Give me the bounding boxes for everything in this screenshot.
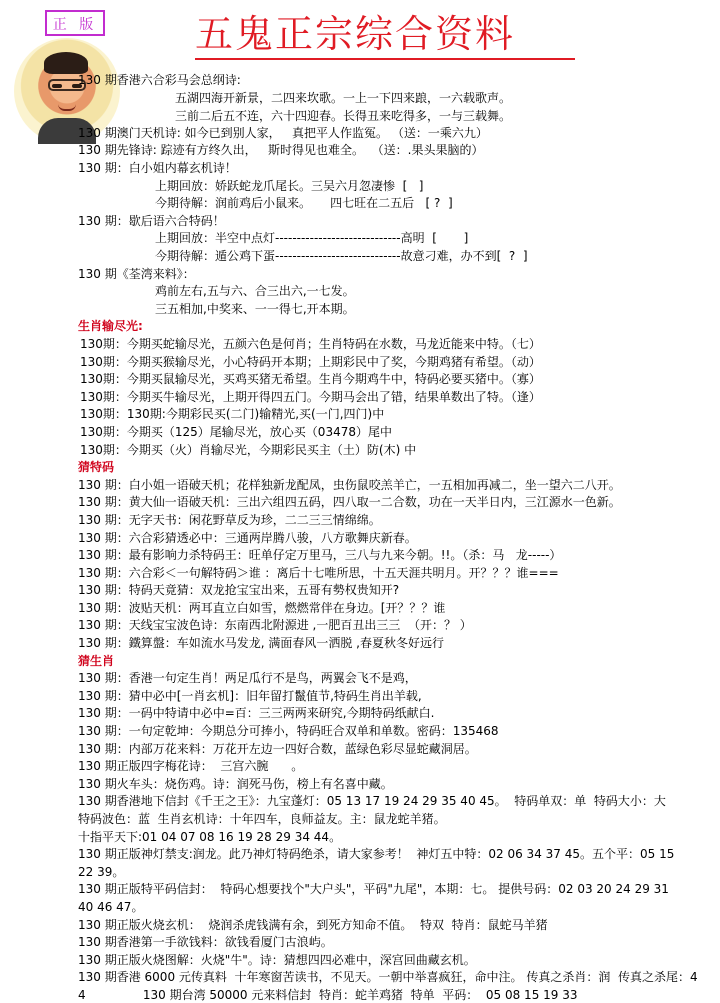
- text-line: 130 期香港 6000 元传真料 十年寒窗苦读书，不见天。一朝中举喜疯狂，命中注。 传真之杀肖：润 传真之杀尾：4: [78, 970, 698, 984]
- text-line: 130期：今期买牛输尽光，上期开得四五门。今期马会出了错，结果单数出了特。（逢）: [80, 390, 541, 404]
- text-line: 130 期火车头：烧伤鸡。诗：润死马伤，榜上有名喜中藏。: [78, 777, 393, 791]
- text-line: 130 期：特码天竟猜：双龙抢宝宝出来，五哥有勢权贵知开?: [78, 583, 400, 597]
- text-line: 130 期香港六合彩马会总纲诗:: [78, 73, 241, 87]
- text-line: 130 期：一句定乾坤：今期总分可捧小，特码旺合双单和单数。密码：135468: [78, 724, 499, 738]
- text-line: 40 46 47。: [78, 900, 144, 914]
- text-line: 130期：130期:今期彩民买(二门)输精光,买(一门,四门)中: [80, 407, 385, 421]
- text-line: 十指平天下:01 04 07 08 16 19 28 29 34 44。: [78, 830, 342, 844]
- text-line: 130 期：鐵算盤：车如流水马发龙, 满面春风一洒脱 ,春夏秋冬好远行: [78, 636, 444, 650]
- text-line: 130 期：白小姐内幕玄机诗！: [78, 161, 237, 175]
- text-line: 130 期香港第一手欲钱料：欲钱看厦门古浪屿。: [78, 935, 333, 949]
- text-line: 130 期：天线宝宝波色诗：东南西北附源进 ,一肥百丑出三三 （开：？ ）: [78, 618, 472, 632]
- text-line: 130 期：猜中必中[一肖玄机]：旧年留打鬣值节,特码生肖出羊载,: [78, 689, 422, 703]
- text-line: 上期回放：半空中点灯-----------------------------高明 [ ]: [155, 231, 469, 245]
- genuine-badge: 正 版: [45, 10, 105, 36]
- text-line: 鸡前左右,五与六、合三出六,一七发。: [155, 284, 355, 298]
- page-title: 五鬼正宗综合资料: [195, 10, 575, 60]
- text-line: 130期：今期买（火）肖输尽光，今期彩民买主（土）防(木) 中: [80, 443, 417, 457]
- text-line: 4 130 期台湾 50000 元来料信封 特肖：蛇羊鸡猪 特单 平码： 05 08 15 19 33: [78, 988, 578, 1002]
- text-line: 130期：今期买鼠输尽光，买鸡买猪无希望。生肖今期鸡牛中，特码必要买猪中。（寡）: [80, 372, 541, 386]
- text-line: 130 期香港地下信封《千王之王》：九宝蓬灯：05 13 17 19 24 29 35 40 45。 特码单双：单 特码大小：大: [78, 794, 666, 808]
- text-line: 130 期：六合彩猜透必中：三通两岸腾八骏，八方歌舞庆新春。: [78, 531, 417, 545]
- text-line: 130 期澳门天机诗: 如今已到别人家， 真把平人作监冤。 （送：一乘六九）: [78, 126, 488, 140]
- text-line: 三前二后五不连，六十四迎春。长得丑来吃得多，一与三载舞。: [175, 109, 512, 123]
- text-line: 130 期：波贴天机：两耳直立白如雪，燃燃常伴在身边。[开？？？谁: [78, 601, 446, 615]
- text-line: 130 期正版火烧图解：火烧"牛"。诗：猜想四四必难中，深宫回曲藏玄机。: [78, 953, 476, 967]
- text-line: 上期回放：娇跃蛇龙爪尾长。三吴六月忽凄惨 [ ]: [155, 179, 424, 193]
- section-heading: 猜特码: [78, 460, 115, 474]
- text-line: 130 期正版火烧玄机： 烧润杀虎钱满有余，到死方知命不值。 特双 特肖：鼠蛇马羊猪: [78, 918, 548, 932]
- text-line: 130 期正版神灯禁支:润龙。此乃神灯特码绝杀，请大家参考！ 神灯五中特：02 06 34 37 45。五个平：05 15: [78, 847, 675, 861]
- section-heading: 生肖输尽光:: [78, 319, 143, 333]
- text-line: 130 期：最有影响力杀特码王：旺单仔定万里马，三八与九来今朝。!!。（杀：马 龙-----）: [78, 548, 562, 562]
- text-line: 130 期先锋诗: 踪迹有方终久出， 斯时得见也难全。 （送：.果头果脑的）: [78, 143, 484, 157]
- text-line: 特码波色：蓝 生肖玄机诗：十年四车，良师益友。主：鼠龙蛇羊猪。: [78, 812, 446, 826]
- text-line: 22 39。: [78, 865, 125, 879]
- text-line: 今期待解：遁公鸡下蛋-----------------------------故意刁难，办不到[ ? ]: [155, 249, 528, 263]
- text-line: 130期：今期买蛇输尽光，五颜六色是何肖；生肖特码在水数，马龙近能来中特。（七）: [80, 337, 541, 351]
- text-line: 130期：今期买（125）尾输尽光，放心买（03478）尾中: [80, 425, 392, 439]
- text-line: 130期：今期买猴输尽光，小心特码开本期；上期彩民中了奖，今期鸡猪有希望。（动）: [80, 355, 541, 369]
- text-line: 130 期：一码中特请中必中=百：三三两两来研究,今期特码纸献白.: [78, 706, 435, 720]
- text-line: 130 期正版四字梅花诗： 三宫六腕 。: [78, 759, 304, 773]
- text-line: 130 期正版特平码信封： 特码心想要找个"大户头"，平码"九尾"，本期：七。 提供号码：02 03 20 24 29 31: [78, 882, 669, 896]
- text-line: 今期待解：润前鸡后小鼠来。 四七旺在二五后 [ ? ]: [155, 196, 453, 210]
- text-line: 130 期《荃湾来料》：: [78, 267, 195, 281]
- text-line: 130 期：白小姐一语破天机；花样独新龙配凤，虫伤鼠咬羔羊亡，一五相加再减二，坐一望六二八开。: [78, 478, 621, 492]
- text-line: 130 期：无字天书：闲花野草反为珍，二二三三情绵绵。: [78, 513, 381, 527]
- text-line: 130 期：六合彩＜一句解特码＞谁 ：离后十七唯所思，十五天涯共明月。开？？？谁===: [78, 566, 559, 580]
- section-heading: 猜生肖: [78, 654, 115, 668]
- text-line: 五湖四海开新景，二四来坎歌。一上一下四来踉，一六载歌声。: [175, 91, 512, 105]
- text-line: 130 期：香港一句定生肖！两足瓜行不是鸟，两翼会飞不是鸡，: [78, 671, 417, 685]
- text-line: 130 期：黄大仙一语破天机：三出六组四五码，四八取一二合数，功在一天半日内，三江源水一色新。: [78, 495, 621, 509]
- text-line: 130 期：歇后语六合特码！: [78, 214, 225, 228]
- text-line: 三五相加,中奖来、一一得七,开本期。: [155, 302, 355, 316]
- text-line: 130 期：内部万花来料：万花开左边一四好合数，蓝绿色彩尽显蛇藏洞居。: [78, 742, 477, 756]
